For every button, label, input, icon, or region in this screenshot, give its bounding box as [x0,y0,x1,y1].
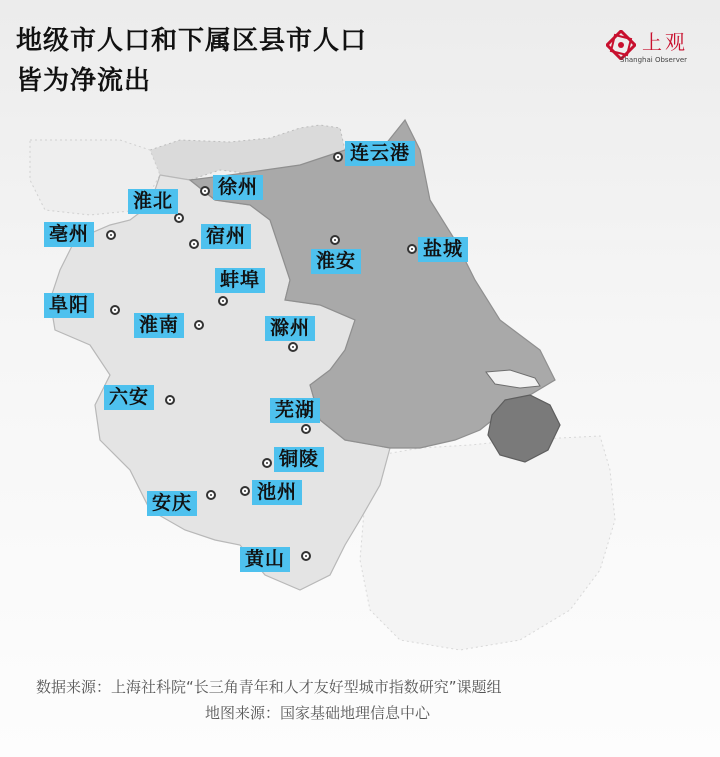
city-label-bozhou: 亳州 [44,222,94,247]
city-dot-anqing [206,490,216,500]
city-label-chizhou: 池州 [252,480,302,505]
city-dot-luan [165,395,175,405]
city-dot-yancheng [407,244,417,254]
city-dot-fuyang [110,305,120,315]
city-label-huaian: 淮安 [311,249,361,274]
map-source-credit: 地图来源：国家基础地理信息中心 [205,704,431,722]
city-label-xuzhou: 徐州 [213,175,263,200]
city-label-lianyungang: 连云港 [345,141,415,166]
city-label-fuyang: 阜阳 [44,293,94,318]
city-label-wuhu: 芜湖 [270,398,320,423]
city-dot-wuhu [301,424,311,434]
city-dot-huangshan [301,551,311,561]
city-dot-bozhou [106,230,116,240]
city-label-huaibei: 淮北 [128,189,178,214]
title-line-1: 地级市人口和下属区县市人口 [16,26,368,56]
city-dot-xuzhou [200,186,210,196]
city-label-luan: 六安 [104,385,154,410]
city-dot-suzhou-ah [189,239,199,249]
city-dot-huaian [330,235,340,245]
zhejiang-region [360,436,615,650]
city-dot-huaibei [174,213,184,223]
city-dot-huainan [194,320,204,330]
city-label-huainan: 淮南 [134,313,184,338]
logo-name-en: Shanghai Observer [620,56,688,64]
city-dot-bengbu [218,296,228,306]
city-label-tongling: 铜陵 [274,447,324,472]
city-label-bengbu: 蚌埠 [215,268,265,293]
city-label-anqing: 安庆 [147,491,197,516]
city-dot-lianyungang [333,152,343,162]
city-label-huangshan: 黄山 [240,547,290,572]
city-label-suzhou-ah: 宿州 [201,224,251,249]
city-dot-chuzhou [288,342,298,352]
title-line-2: 皆为净流出 [16,66,152,96]
data-source-credit: 数据来源：上海社科院“长三角青年和人才友好型城市指数研究”课题组 [36,678,502,696]
city-dot-tongling [262,458,272,468]
city-label-chuzhou: 滁州 [265,316,315,341]
city-label-yancheng: 盐城 [418,237,468,262]
logo-name-zh: 上观 [642,30,688,54]
city-dot-chizhou [240,486,250,496]
